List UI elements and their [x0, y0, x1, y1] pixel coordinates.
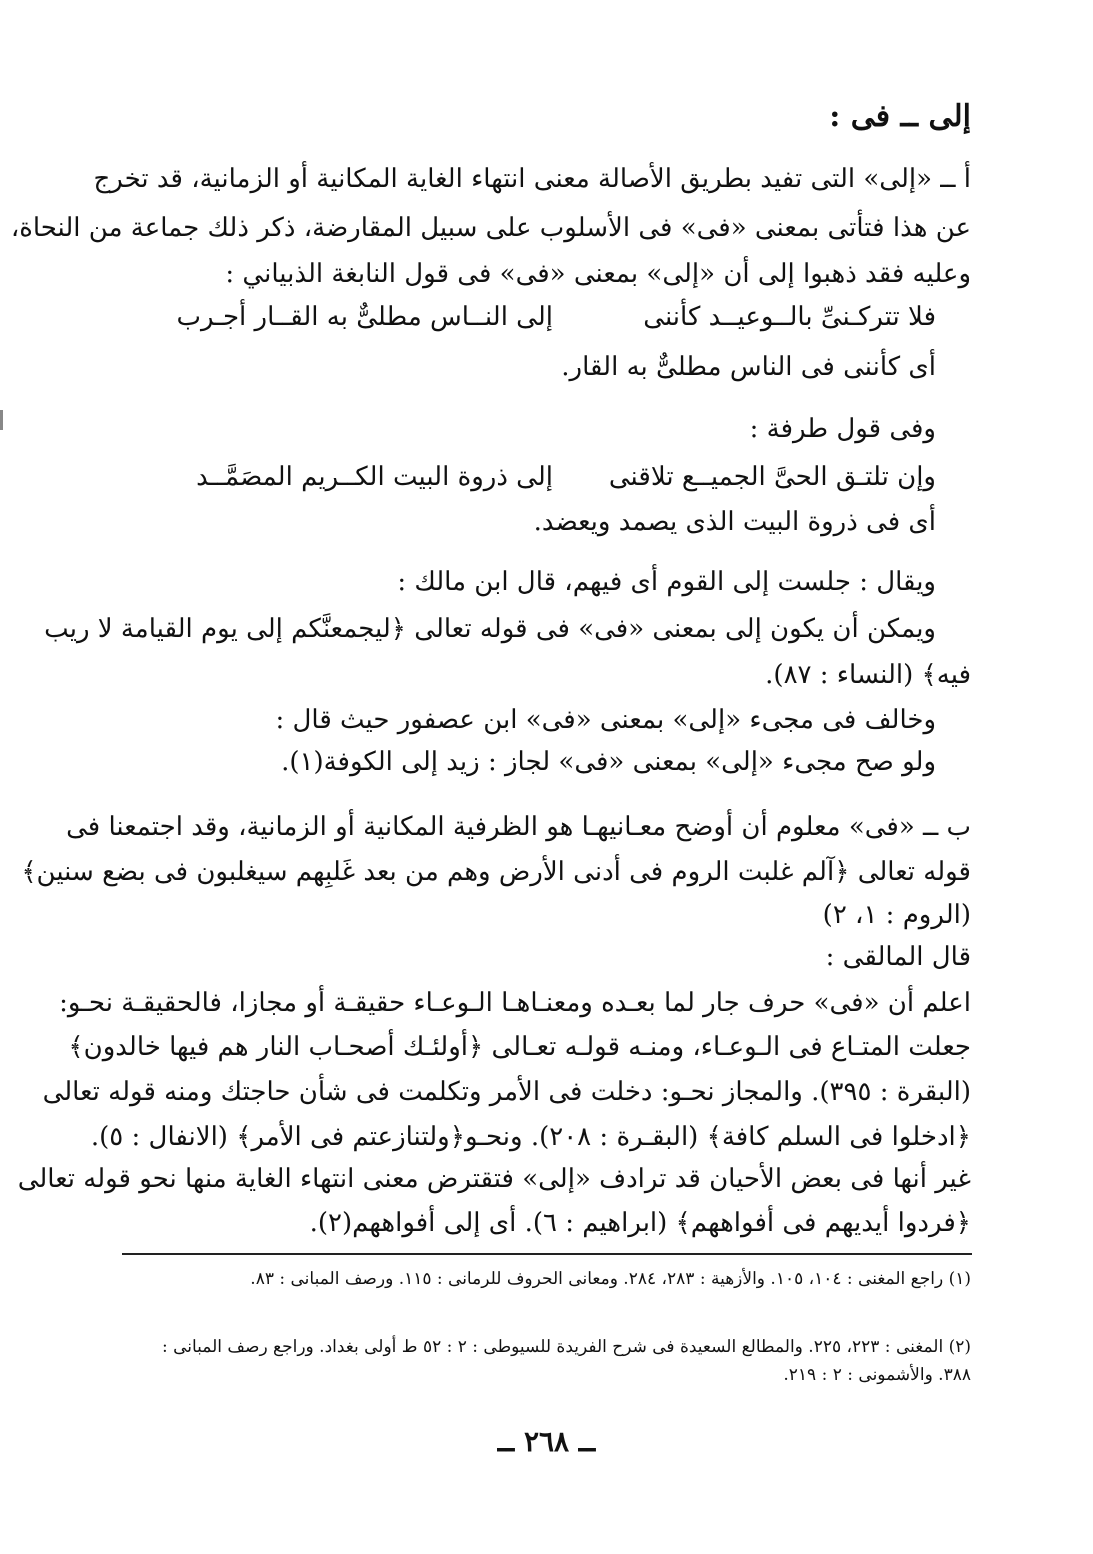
text-line: اعلم أن «فى» حرف جار لما بعـده ومعنـاهـا الـوعـاء حقيقـة أو مجازا، فالحقيقـة نحـو:	[59, 988, 971, 1018]
text-line: قوله تعالى ﴿آلم غلبت الروم فى أدنى الأرض وهم من بعد غَلبِهم سيغلبون فى بضع سنين﴾	[21, 857, 971, 887]
verse-hemistich: إلى النــاس مطلىٌّ به القــار أجـرب	[176, 302, 553, 332]
scan-edge-mark	[0, 410, 3, 430]
text-line: أ ــ «إلى» التى تفيد بطريق الأصالة معنى انتهاء الغاية المكانية أو الزمانية، قد تخرج	[93, 164, 971, 194]
text-line: وعليه فقد ذهبوا إلى أن «إلى» بمعنى «فى» فى قول النابغة الذبياني :	[225, 259, 971, 289]
text-line: ويمكن أن يكون إلى بمعنى «فى» فى قوله تعالى ﴿ليجمعنَّكم إلى يوم القيامة لا ريب	[44, 614, 936, 644]
footnote: (١) راجع المغنى : ١٠٤، ١٠٥. والأزهية : ٢٨٣، ٢٨٤. ومعانى الحروف للرمانى : ١١٥. ورصف المبانى : ٨٣.	[250, 1269, 971, 1289]
text-line: (الروم : ١، ٢)	[822, 900, 971, 930]
verse-hemistich: وإن تلتـق الحىَّ الجميــع تلاقنى	[608, 462, 936, 492]
page-number: ــ ٢٦٨ ــ	[497, 1425, 596, 1458]
text-line: أى كأننى فى الناس مطلىٌّ به القار.	[561, 352, 936, 382]
footnote-divider	[122, 1253, 972, 1255]
text-line: وخالف فى مجىء «إلى» بمعنى «فى» ابن عصفور حيث قال :	[275, 705, 936, 735]
text-line: ﴿فردوا أيديهم فى أفواههم﴾ (ابراهيم : ٦). أى إلى أفواههم(٢).	[309, 1208, 971, 1238]
verse-hemistich: فلا تتركـنىِّ بالــوعيــد كأننى	[643, 302, 936, 332]
text-line: وفى قول طرفة :	[749, 414, 936, 444]
text-line: فيه﴾ (النساء : ٨٧).	[765, 660, 971, 690]
text-line: ﴿ادخلوا فى السلم كافة﴾ (البقـرة : ٢٠٨). ونحـو﴿ولتنازعتم فى الأمر﴾ (الانفال : ٥).	[90, 1122, 971, 1152]
text-line: أى فى ذروة البيت الذى يصمد ويعضد.	[533, 507, 936, 537]
verse-hemistich: إلى ذروة البيت الكــريم المصَمَّــد	[196, 462, 553, 492]
text-line: جعلت المتـاع فى الـوعـاء، ومنـه قولـه تعـالى ﴿أولئـك أصحـاب النار هم فيها خالدون﴾	[68, 1032, 971, 1062]
text-line: ولو صح مجىء «إلى» بمعنى «فى» لجاز : زيد إلى الكوفة(١).	[281, 747, 936, 777]
text-line: عن هذا فتأتى بمعنى «فى» فى الأسلوب على سبيل المقارضة، ذكر ذلك جماعة من النحاة،	[10, 213, 971, 243]
text-line: قال المالقى :	[825, 942, 971, 972]
text-line: (البقرة : ٣٩٥). والمجاز نحـو: دخلت فى الأمر وتكلمت فى شأن حاجتك ومنه قوله تعالى	[42, 1077, 971, 1107]
footnote: ٣٨٨. والأشمونى : ٢ : ٢١٩.	[783, 1365, 971, 1385]
text-line: غير أنها فى بعض الأحيان قد ترادف «إلى» فتقترض معنى انتهاء الغاية منها نحو قوله تعالى	[17, 1164, 971, 1194]
text-line: ب ــ «فى» معلوم أن أوضح معـانيهـا هو الظرفية المكانية أو الزمانية، وقد اجتمعنا فى	[66, 812, 971, 842]
text-line: ويقال : جلست إلى القوم أى فيهم، قال ابن مالك :	[397, 567, 936, 597]
footnote: (٢) المغنى : ٢٢٣، ٢٢٥. والمطالع السعيدة فى شرح الفريدة للسيوطى : ٢ : ٥٢ ط أولى بغداد. وراجع رصف المبانى :	[161, 1337, 971, 1357]
section-heading: إلى ــ فى :	[829, 99, 971, 134]
